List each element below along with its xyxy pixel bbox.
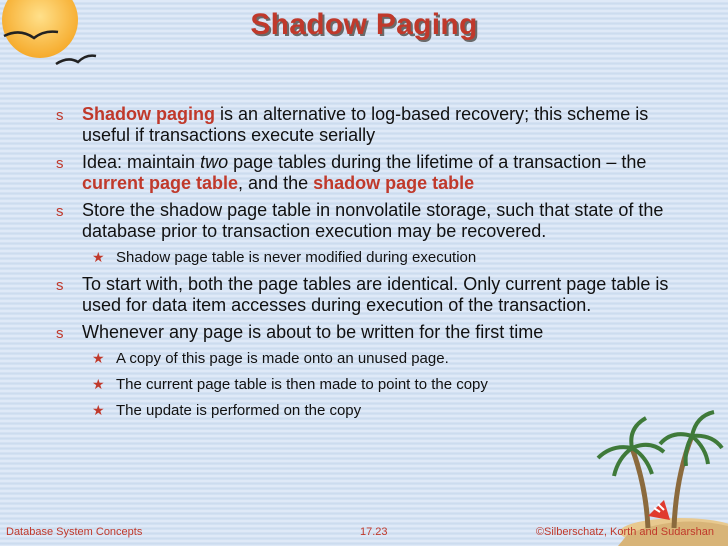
bullet-text: Whenever any page is about to be written for the first time (82, 322, 544, 342)
bullet-item (52, 200, 692, 242)
bullet-text: To start with, both the page tables are identical. Only current page table is used for data item accesses during execution of the transaction. (82, 274, 669, 315)
sub-bullet-item (52, 349, 692, 368)
palm-island-decoration (588, 396, 728, 546)
sub-bullet-item (52, 375, 692, 394)
slide-title: Shadow Paging (250, 8, 478, 41)
bullet-item (52, 152, 692, 194)
star-bullet-icon: ★ (92, 376, 105, 392)
bullet-item (52, 274, 692, 316)
footer-left: Database System Concepts (6, 526, 143, 538)
bullet-marker-icon: s (56, 107, 64, 124)
highlighted-term: Shadow paging (82, 104, 215, 124)
bullet-item (52, 322, 692, 343)
star-bullet-icon: ★ (92, 350, 105, 366)
bullet-list (52, 104, 692, 427)
bullet-text: Store the shadow page table in nonvolatile storage, such that state of the database prior to transaction execution may be recovered. (82, 200, 664, 241)
sub-bullet-text: The current page table is then made to point to the copy (116, 376, 488, 393)
star-bullet-icon: ★ (92, 249, 105, 265)
sub-bullet-text: A copy of this page is made onto an unused page. (116, 350, 449, 367)
bullet-marker-icon: s (56, 325, 64, 342)
bullet-text: two (200, 152, 229, 172)
bullet-text: , and the (238, 173, 314, 193)
bullet-text: is an alternative to log-based recovery; this scheme is useful if transactions execute serially (82, 104, 649, 145)
sub-bullet-text: The update is performed on the copy (116, 402, 362, 419)
sub-bullet-item (52, 248, 692, 267)
star-bullet-icon: ★ (92, 402, 105, 418)
bullet-marker-icon: s (56, 203, 64, 220)
highlighted-term: current page table (82, 173, 239, 193)
bullet-text: Idea: maintain (82, 152, 201, 172)
highlighted-term: shadow page table (313, 173, 475, 193)
footer-page-number: 17.23 (360, 526, 388, 538)
bullet-item (52, 104, 692, 146)
sub-bullet-text: Shadow page table is never modified during execution (116, 249, 477, 266)
bullet-marker-icon: s (56, 277, 64, 294)
bullet-text: page tables during the lifetime of a transaction – the (228, 152, 647, 172)
bullet-marker-icon: s (56, 155, 64, 172)
footer-copyright: ©Silberschatz, Korth and Sudarshan (535, 526, 714, 538)
